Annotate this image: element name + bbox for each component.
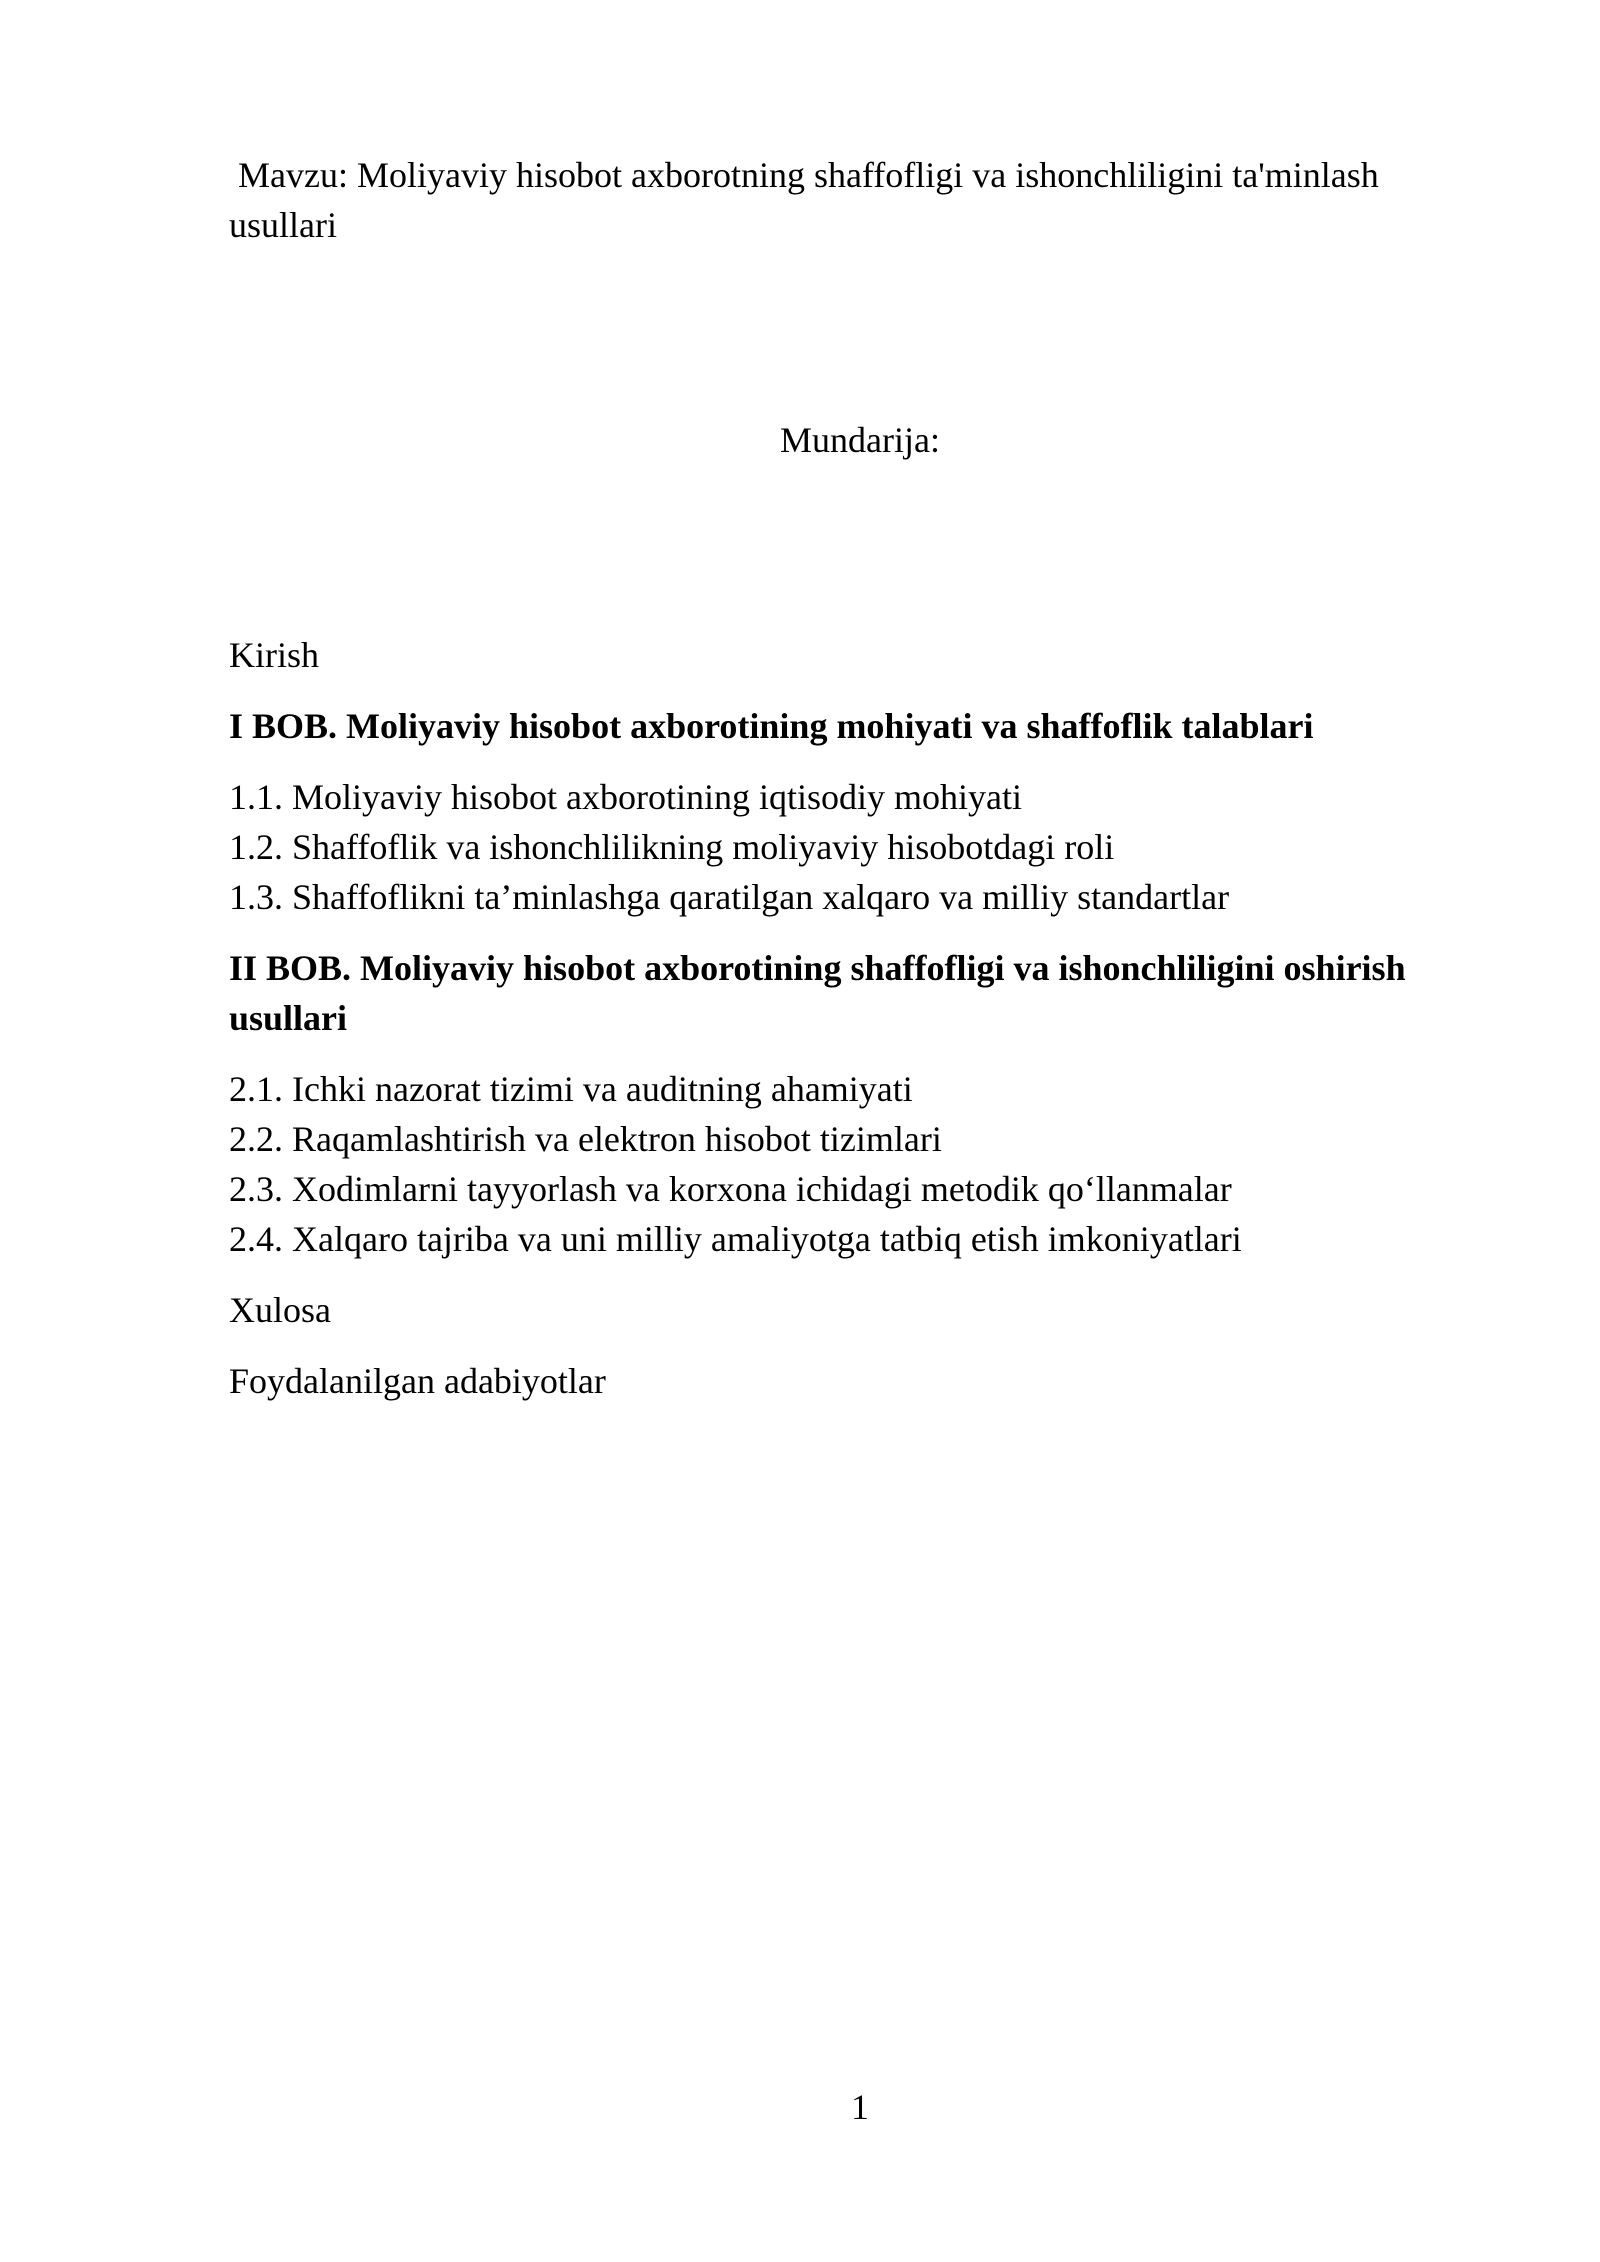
toc-item-2-3: 2.3. Xodimlarni tayyorlash va korxona ichidagi metodik qo‘llanmalar xyxy=(229,1169,1232,1209)
document-topic: Mavzu: Moliyaviy hisobot axborotning shaffofligi va ishonchliligini ta'minlash usullari xyxy=(229,155,1379,245)
toc-item-2-4: 2.4. Xalqaro tajriba va uni milliy amaliyotga tatbiq etish imkoniyatlari xyxy=(229,1219,1242,1259)
toc-chapter-1-title: I BOB. Moliyaviy hisobot axborotining mohiyati va shaffoflik talablari xyxy=(229,706,1314,746)
table-of-contents xyxy=(229,630,1489,1406)
toc-chapter-2-title: II BOB. Moliyaviy hisobot axborotining shaffofligi va ishonchliligini oshirish usullari xyxy=(229,948,1406,1038)
toc-item-intro: Kirish xyxy=(229,635,319,675)
toc-item-conclusion: Xulosa xyxy=(229,1290,331,1330)
toc-item-1-1: 1.1. Moliyaviy hisobot axborotining iqtisodiy mohiyati xyxy=(229,777,1022,817)
toc-item-1-3: 1.3. Shaffoflikni ta’minlashga qaratilgan xalqaro va milliy standartlar xyxy=(229,877,1230,917)
toc-heading: Mundarija: xyxy=(780,420,940,460)
toc-item-2-2: 2.2. Raqamlashtirish va elektron hisobot tizimlari xyxy=(229,1119,942,1159)
toc-item-references: Foydalanilgan adabiyotlar xyxy=(229,1361,606,1401)
toc-item-2-1: 2.1. Ichki nazorat tizimi va auditning ahamiyati xyxy=(229,1069,913,1109)
page-number: 1 xyxy=(851,2087,869,2127)
toc-item-1-2: 1.2. Shaffoflik va ishonchlilikning moliyaviy hisobotdagi roli xyxy=(229,827,1115,867)
